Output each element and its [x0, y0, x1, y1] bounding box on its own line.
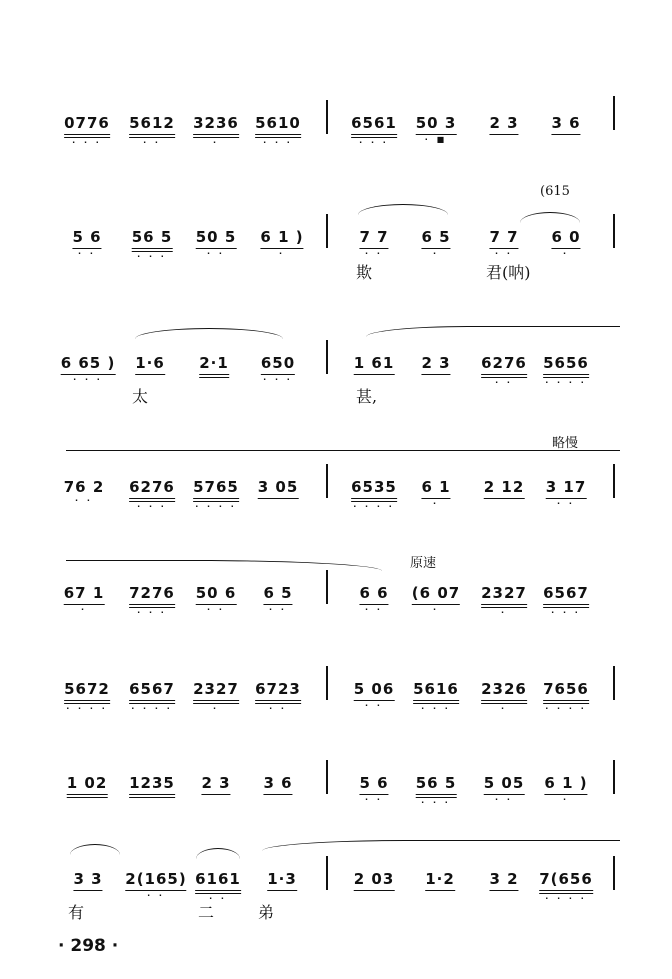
lyric: 太	[132, 387, 149, 406]
measure: 6 1 ) ·	[260, 228, 304, 258]
score-row-2	[0, 184, 672, 332]
measure: 6561 · · ·	[351, 114, 397, 147]
measure: 56 5 · · ·	[415, 774, 457, 807]
measure: 1·3	[267, 870, 297, 891]
measure: 6 65 ) · · ·	[60, 354, 116, 384]
measure: 7 7 · ·	[489, 228, 519, 258]
measure: 56 5 · · ·	[131, 228, 173, 261]
measure: 2 3	[201, 774, 230, 795]
measure: 5656 · · · ·	[543, 354, 589, 387]
measure: 5612 · ·	[129, 114, 175, 147]
measure: 650 · · ·	[260, 354, 296, 384]
measure: 2327 ·	[481, 584, 527, 617]
barline	[326, 570, 328, 604]
measure: 2 12	[484, 478, 525, 499]
score-row-7	[0, 768, 672, 878]
barline	[613, 96, 615, 130]
measure: 7(656 · · · ·	[539, 870, 593, 903]
barline	[326, 856, 328, 890]
measure: 6535 · · · ·	[351, 478, 397, 511]
page-number: · 298 ·	[58, 936, 119, 956]
barline	[613, 760, 615, 794]
staff-rule	[66, 450, 620, 451]
measure: 3 2	[489, 870, 518, 891]
barline	[613, 214, 615, 248]
measure: 1 02	[67, 774, 108, 798]
measure: 2 03	[354, 870, 395, 891]
measure: 6 5 ·	[421, 228, 451, 258]
tempo-mark: 原速	[410, 556, 437, 571]
measure: 0776 · · ·	[64, 114, 110, 147]
lyric: 二	[198, 903, 215, 922]
measure: 6276 · ·	[481, 354, 527, 387]
measure: 5 05 · ·	[483, 774, 525, 804]
measure: (6 07 ·	[411, 584, 461, 614]
score-row-1	[0, 108, 672, 218]
measure: 5 6 · ·	[72, 228, 102, 258]
measure: 6567 · · ·	[543, 584, 589, 617]
lyric: 君(呐)	[486, 263, 531, 282]
lyric: 弟	[258, 903, 275, 922]
measure: 2327 ·	[193, 680, 239, 713]
measure: 2·1	[199, 354, 229, 378]
measure: 50 3 · ■	[415, 114, 457, 144]
measure: 5610 · · ·	[255, 114, 301, 147]
score-row-5	[0, 556, 672, 688]
measure: 6723 · ·	[255, 680, 301, 713]
ornament-mark: (615	[540, 184, 570, 199]
measure: 2326 ·	[481, 680, 527, 713]
barline	[613, 856, 615, 890]
measure: 3 3	[73, 870, 102, 891]
measure: 6161 · ·	[195, 870, 241, 903]
measure: 3 17 · ·	[545, 478, 587, 508]
measure: 2(165) · ·	[125, 870, 187, 900]
barline	[326, 760, 328, 794]
measure: 3 6	[551, 114, 580, 135]
barline	[613, 464, 615, 498]
lyric: 有	[68, 903, 85, 922]
measure: 6 6 · ·	[359, 584, 389, 614]
score-row-8	[0, 864, 672, 974]
measure: 50 5 · ·	[195, 228, 237, 258]
measure: 3236 ·	[193, 114, 239, 147]
measure: 7656 · · · ·	[543, 680, 589, 713]
measure: 5 6 · ·	[359, 774, 389, 804]
barline	[326, 340, 328, 374]
measure: 3 05	[258, 478, 299, 499]
measure: 7 7 · ·	[359, 228, 389, 258]
measure: 2 3	[489, 114, 518, 135]
measure: 1 61	[354, 354, 395, 375]
measure: 6 1 ·	[421, 478, 451, 508]
measure: 6 1 ) ·	[544, 774, 588, 804]
measure: 6276 · · ·	[129, 478, 175, 511]
measure: 7276 · · ·	[129, 584, 175, 617]
measure: 2 3	[421, 354, 450, 375]
measure: 6567 · · · ·	[129, 680, 175, 713]
measure: 67 1 ·	[63, 584, 105, 614]
barline	[326, 464, 328, 498]
barline	[326, 214, 328, 248]
measure: 5 06 · ·	[353, 680, 395, 710]
measure: 3 6	[263, 774, 292, 795]
tempo-mark: 略慢	[552, 436, 579, 451]
lyric: 欺	[356, 263, 373, 282]
measure: 1·6	[135, 354, 165, 375]
lyric: 甚,	[356, 387, 378, 406]
measure: 1·2	[425, 870, 455, 891]
measure: 1235	[129, 774, 175, 798]
measure: 50 6 · ·	[195, 584, 237, 614]
barline	[613, 666, 615, 700]
slur	[262, 840, 620, 851]
measure: 5616 · · ·	[413, 680, 459, 713]
measure: 5672 · · · ·	[64, 680, 110, 713]
barline	[326, 100, 328, 134]
measure: 5765 · · · ·	[193, 478, 239, 511]
barline	[326, 666, 328, 700]
measure: 76 2 · ·	[63, 478, 105, 505]
measure: 6 0 ·	[551, 228, 581, 258]
slur	[366, 326, 620, 337]
measure: 6 5 · ·	[263, 584, 293, 614]
